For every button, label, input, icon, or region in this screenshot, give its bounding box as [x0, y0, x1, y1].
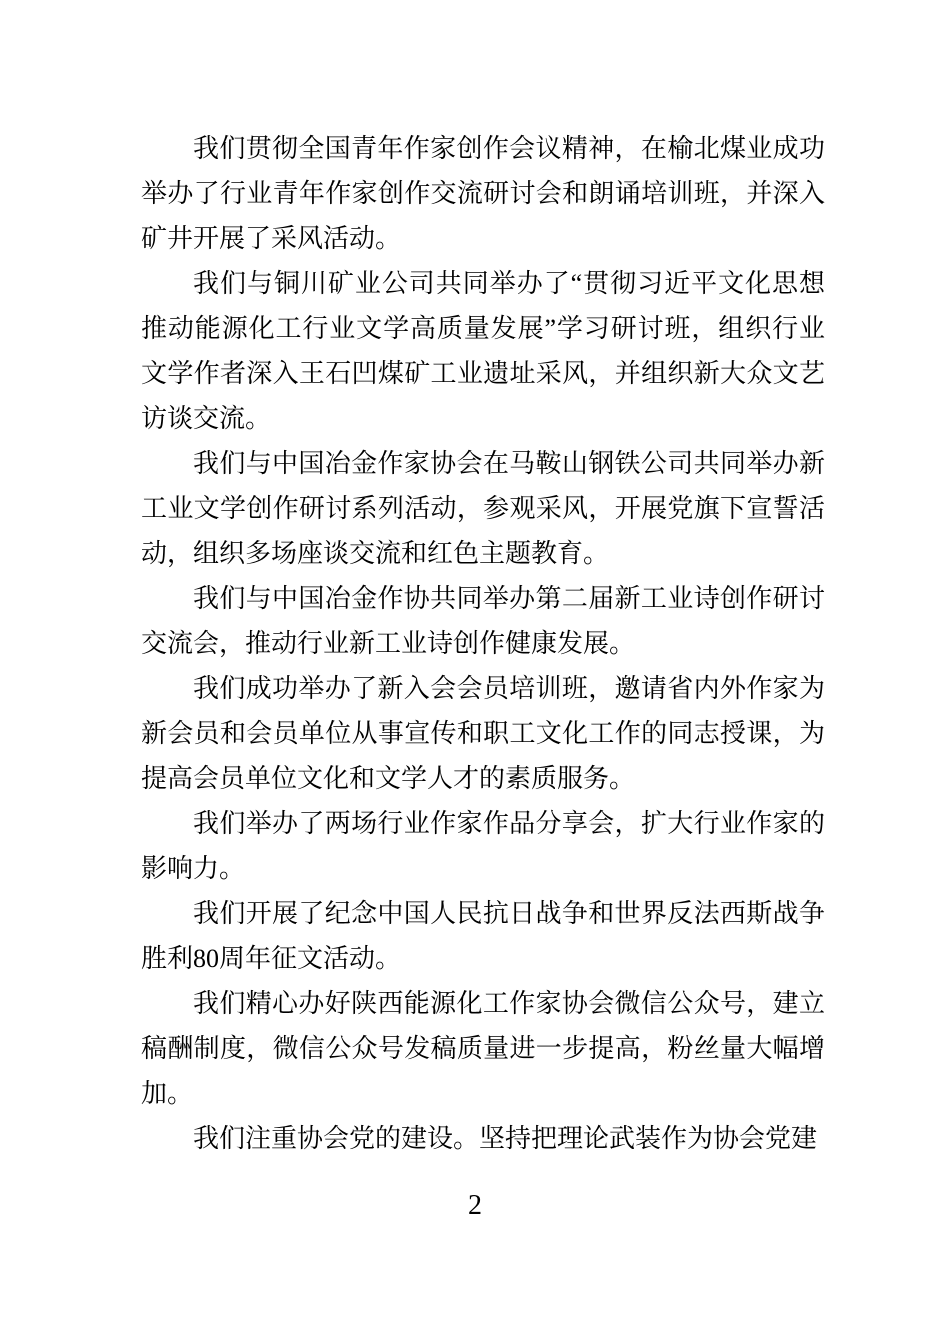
paragraph: 我们与中国冶金作家协会在马鞍山钢铁公司共同举办新工业文学创作研讨系列活动，参观采风，开展党旗下宣誓活动，组织多场座谈交流和红色主题教育。: [141, 449, 825, 568]
document-body: [141, 126, 825, 1161]
paragraph: 我们成功举办了新入会会员培训班，邀请省内外作家为新会员和会员单位从事宣传和职工文化工作的同志授课，为提高会员单位文化和文学人才的素质服务。: [141, 674, 825, 793]
paragraph: 我们与中国冶金作协共同举办第二届新工业诗创作研讨交流会，推动行业新工业诗创作健康发展。: [141, 584, 825, 658]
paragraph: 我们精心办好陕西能源化工作家协会微信公众号，建立稿酬制度，微信公众号发稿质量进一步提高，粉丝量大幅增加。: [141, 989, 825, 1108]
paragraph: 我们开展了纪念中国人民抗日战争和世界反法西斯战争胜利80周年征文活动。: [141, 899, 825, 973]
paragraph: 我们注重协会党的建设。坚持把理论武装作为协会党建: [193, 1124, 818, 1153]
paragraph: 我们贯彻全国青年作家创作会议精神，在榆北煤业成功举办了行业青年作家创作交流研讨会和朗诵培训班，并深入矿井开展了采风活动。: [141, 134, 825, 253]
page-number: 2: [468, 1190, 482, 1221]
paragraph: 我们举办了两场行业作家作品分享会，扩大行业作家的影响力。: [141, 809, 825, 883]
paragraph: 我们与铜川矿业公司共同举办了“贯彻习近平文化思想推动能源化工行业文学高质量发展”学习研讨班，组织行业文学作者深入王石凹煤矿工业遗址采风，并组织新大众文艺访谈交流。: [141, 269, 825, 433]
